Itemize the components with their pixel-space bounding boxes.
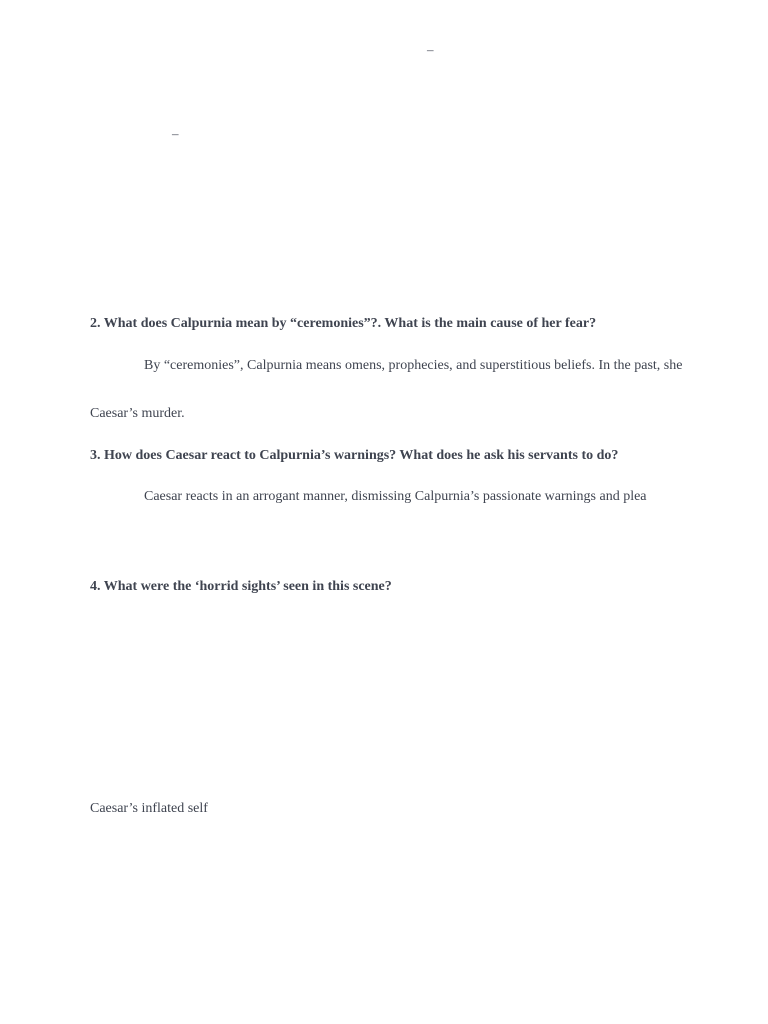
question-heading: 4. What were the ‘horrid sights’ seen in this scene? [90, 579, 392, 594]
answer-text: Caesar’s murder. [90, 406, 185, 421]
question-heading: 3. How does Caesar react to Calpurnia’s warnings? What does he ask his servants to do? [90, 448, 619, 463]
answer-text: Caesar reacts in an arrogant manner, dismissing Calpurnia’s passionate warnings and plea [144, 489, 647, 504]
dash-mark: – [172, 126, 179, 141]
question-heading: 2. What does Calpurnia mean by “ceremonies”?. What is the main cause of her fear? [90, 316, 597, 331]
answer-text: By “ceremonies”, Calpurnia means omens, prophecies, and superstitious beliefs. In the past, she [144, 358, 683, 373]
dash-mark: – [427, 42, 434, 57]
body-text: Caesar’s inflated self [90, 801, 208, 816]
